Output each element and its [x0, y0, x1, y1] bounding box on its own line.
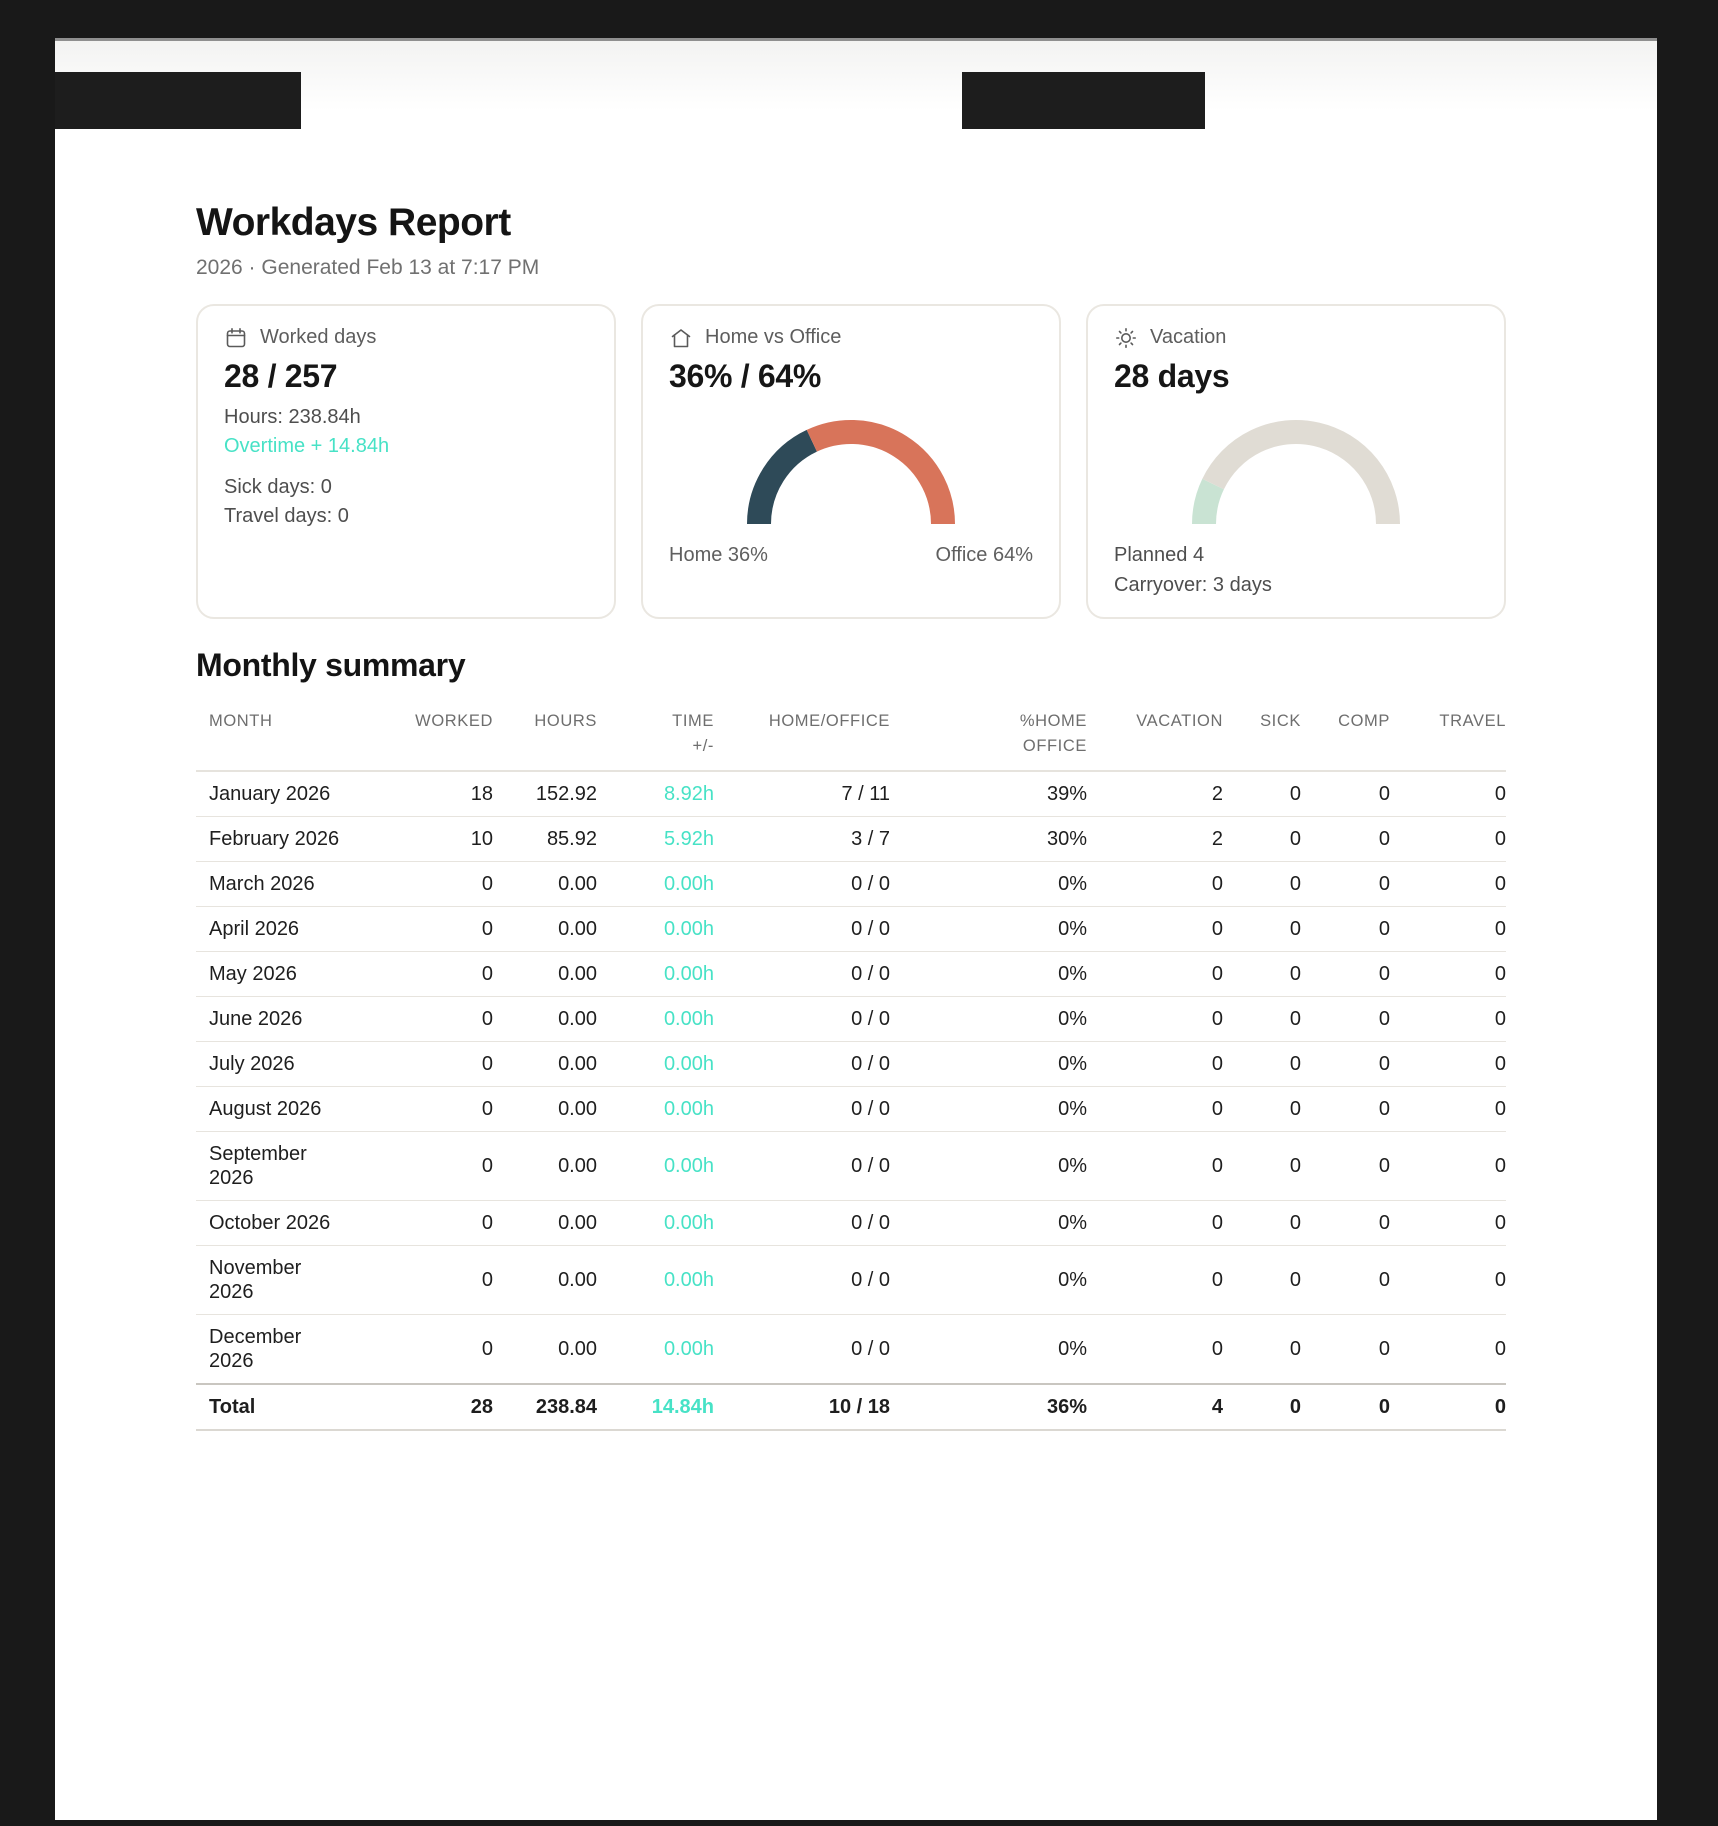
- value-cell: 0%: [890, 951, 1087, 996]
- value-cell: 0: [1223, 1314, 1301, 1384]
- redaction-bar-left: [55, 72, 301, 129]
- value-cell: 0: [1223, 1131, 1301, 1200]
- value-cell: 0%: [890, 1314, 1087, 1384]
- value-cell: 0 / 0: [714, 951, 890, 996]
- table-row: [196, 1041, 1506, 1086]
- table-row: [196, 996, 1506, 1041]
- table-row: [196, 906, 1506, 951]
- value-cell: 0: [1087, 861, 1223, 906]
- value-cell: 0%: [890, 996, 1087, 1041]
- value-cell: 0.00h: [597, 1200, 714, 1245]
- value-cell: 0: [1301, 1086, 1390, 1131]
- home-vs-office-gauge-labels: [669, 544, 1033, 567]
- value-cell: 30%: [890, 816, 1087, 861]
- value-cell: 0 / 0: [714, 1086, 890, 1131]
- report-content: [196, 201, 1506, 1431]
- column-header-home-office: %HOME OFFICE: [890, 709, 1087, 771]
- value-cell: 0: [1301, 996, 1390, 1041]
- value-cell: 0: [1390, 906, 1506, 951]
- value-cell: 0: [347, 951, 493, 996]
- value-cell: 0: [1223, 816, 1301, 861]
- value-cell: 0: [1087, 1245, 1223, 1314]
- value-cell: 0: [1301, 816, 1390, 861]
- column-header-month: MONTH: [196, 709, 347, 771]
- value-cell: 0: [1087, 906, 1223, 951]
- column-header-home-office: HOME/OFFICE: [714, 709, 890, 771]
- vacation-label: Vacation: [1150, 326, 1227, 349]
- value-cell: 0: [1390, 996, 1506, 1041]
- worked-days-sick: Sick days: 0: [224, 475, 332, 498]
- value-cell: 0: [1223, 1384, 1301, 1430]
- value-cell: 0: [347, 1245, 493, 1314]
- value-cell: 0: [1087, 1314, 1223, 1384]
- table-row: [196, 1200, 1506, 1245]
- value-cell: 0%: [890, 1041, 1087, 1086]
- gauge-segment-planned: [1204, 484, 1213, 524]
- table-header-row: [196, 709, 1506, 771]
- value-cell: 0%: [890, 1200, 1087, 1245]
- value-cell: 0.00: [493, 1245, 597, 1314]
- value-cell: 0.00h: [597, 861, 714, 906]
- monthly-summary-table: [196, 709, 1506, 1431]
- value-cell: 0 / 0: [714, 1131, 890, 1200]
- gauge-segment-home: [759, 441, 812, 524]
- gauge-segment-office: [812, 432, 943, 524]
- value-cell: 0 / 0: [714, 1200, 890, 1245]
- monthly-summary-heading: Monthly summary: [196, 646, 466, 683]
- value-cell: 0: [1390, 1131, 1506, 1200]
- value-cell: 0.00h: [597, 1245, 714, 1314]
- value-cell: 0: [1087, 1041, 1223, 1086]
- table-row: [196, 1131, 1506, 1200]
- value-cell: 0.00: [493, 996, 597, 1041]
- value-cell: 0.00: [493, 1314, 597, 1384]
- value-cell: 0: [1223, 1245, 1301, 1314]
- value-cell: 8.92h: [597, 771, 714, 817]
- vacation-planned: Planned 4: [1114, 543, 1205, 566]
- sun-icon: [1114, 326, 1138, 350]
- value-cell: 2: [1087, 771, 1223, 817]
- value-cell: 0: [347, 1200, 493, 1245]
- value-cell: 0: [1301, 1131, 1390, 1200]
- report-page: [55, 38, 1657, 1820]
- value-cell: 0.00: [493, 1131, 597, 1200]
- value-cell: 0%: [890, 1086, 1087, 1131]
- month-cell: July 2026: [196, 1041, 347, 1086]
- value-cell: 0: [347, 906, 493, 951]
- value-cell: 0: [347, 861, 493, 906]
- worked-days-card: [196, 304, 616, 619]
- calendar-icon: [224, 326, 248, 350]
- value-cell: 0.00: [493, 1086, 597, 1131]
- report-subtitle: 2026 · Generated Feb 13 at 7:17 PM: [196, 255, 540, 279]
- value-cell: 0.00h: [597, 951, 714, 996]
- value-cell: 0: [1301, 771, 1390, 817]
- value-cell: 0%: [890, 1131, 1087, 1200]
- value-cell: 3 / 7: [714, 816, 890, 861]
- home-vs-office-card: [641, 304, 1061, 619]
- value-cell: 0%: [890, 861, 1087, 906]
- redaction-bar-right: [962, 72, 1205, 129]
- gauge-home-label: Home 36%: [669, 543, 768, 566]
- value-cell: 18: [347, 771, 493, 817]
- vacation-value: 28 days: [1114, 357, 1230, 394]
- value-cell: 0 / 0: [714, 1041, 890, 1086]
- value-cell: 2: [1087, 816, 1223, 861]
- value-cell: 0: [1390, 1245, 1506, 1314]
- home-vs-office-gauge: [731, 414, 971, 536]
- gauge-office-label: Office 64%: [935, 543, 1033, 566]
- page-title: Workdays Report: [196, 201, 511, 244]
- home-vs-office-value: 36% / 64%: [669, 357, 822, 394]
- home-vs-office-label: Home vs Office: [705, 326, 842, 349]
- value-cell: 0: [1087, 1200, 1223, 1245]
- table-row: [196, 1314, 1506, 1384]
- column-header-worked: WORKED: [347, 709, 493, 771]
- table-row: [196, 951, 1506, 996]
- value-cell: 0: [1390, 816, 1506, 861]
- month-cell: February 2026: [196, 816, 347, 861]
- month-cell: May 2026: [196, 951, 347, 996]
- value-cell: 0: [1390, 1200, 1506, 1245]
- value-cell: 0 / 0: [714, 1314, 890, 1384]
- value-cell: 0: [1223, 1200, 1301, 1245]
- value-cell: 0: [1301, 861, 1390, 906]
- value-cell: 4: [1087, 1384, 1223, 1430]
- value-cell: 0: [1301, 951, 1390, 996]
- value-cell: 0: [347, 1041, 493, 1086]
- value-cell: 0 / 0: [714, 861, 890, 906]
- home-vs-office-card-header: [669, 326, 841, 350]
- value-cell: 0%: [890, 906, 1087, 951]
- month-cell: August 2026: [196, 1086, 347, 1131]
- value-cell: 10 / 18: [714, 1384, 890, 1430]
- vacation-card: [1086, 304, 1506, 619]
- value-cell: 0: [1301, 1384, 1390, 1430]
- table-row: [196, 816, 1506, 861]
- value-cell: 0: [1301, 1041, 1390, 1086]
- value-cell: 0: [1087, 1131, 1223, 1200]
- value-cell: 10: [347, 816, 493, 861]
- month-cell: Total: [196, 1384, 347, 1430]
- column-header-sick: SICK: [1223, 709, 1301, 771]
- value-cell: 0: [347, 1131, 493, 1200]
- month-cell: June 2026: [196, 996, 347, 1041]
- value-cell: 0: [1390, 1384, 1506, 1430]
- value-cell: 0.00h: [597, 1086, 714, 1131]
- value-cell: 0.00h: [597, 1041, 714, 1086]
- value-cell: 0: [1223, 1086, 1301, 1131]
- value-cell: 0: [1223, 771, 1301, 817]
- column-header-vacation: VACATION: [1087, 709, 1223, 771]
- value-cell: 36%: [890, 1384, 1087, 1430]
- month-cell: October 2026: [196, 1200, 347, 1245]
- gauge-segment-remaining: [1213, 432, 1388, 524]
- value-cell: 0.00: [493, 951, 597, 996]
- value-cell: 7 / 11: [714, 771, 890, 817]
- value-cell: 0.00h: [597, 996, 714, 1041]
- value-cell: 0: [1301, 1200, 1390, 1245]
- value-cell: 0: [1087, 996, 1223, 1041]
- value-cell: 0: [1390, 951, 1506, 996]
- value-cell: 0: [347, 996, 493, 1041]
- column-header-time: TIME +/-: [597, 709, 714, 771]
- table-row: [196, 861, 1506, 906]
- total-row: [196, 1384, 1506, 1430]
- value-cell: 39%: [890, 771, 1087, 817]
- value-cell: 0: [1390, 771, 1506, 817]
- worked-days-label: Worked days: [260, 326, 377, 349]
- value-cell: 0: [1390, 861, 1506, 906]
- column-header-travel: TRAVEL: [1390, 709, 1506, 771]
- month-cell: April 2026: [196, 906, 347, 951]
- month-cell: March 2026: [196, 861, 347, 906]
- value-cell: 0: [1390, 1086, 1506, 1131]
- value-cell: 0.00h: [597, 1131, 714, 1200]
- value-cell: 0.00: [493, 906, 597, 951]
- value-cell: 0: [1087, 1086, 1223, 1131]
- value-cell: 0.00: [493, 1200, 597, 1245]
- value-cell: 0.00: [493, 1041, 597, 1086]
- value-cell: 0: [1301, 1245, 1390, 1314]
- value-cell: 0: [1390, 1314, 1506, 1384]
- value-cell: 0: [1223, 996, 1301, 1041]
- table-row: [196, 1086, 1506, 1131]
- vacation-carryover: Carryover: 3 days: [1114, 573, 1272, 596]
- value-cell: 0: [347, 1086, 493, 1131]
- value-cell: 0: [1223, 1041, 1301, 1086]
- value-cell: 0.00h: [597, 906, 714, 951]
- column-header-comp: COMP: [1301, 709, 1390, 771]
- value-cell: 0 / 0: [714, 906, 890, 951]
- value-cell: 0: [1390, 1041, 1506, 1086]
- table-row: [196, 771, 1506, 817]
- value-cell: 28: [347, 1384, 493, 1430]
- value-cell: 0 / 0: [714, 996, 890, 1041]
- month-cell: November 2026: [196, 1245, 347, 1314]
- value-cell: 0: [1223, 906, 1301, 951]
- value-cell: 0: [1087, 951, 1223, 996]
- value-cell: 0.00h: [597, 1314, 714, 1384]
- vacation-card-header: [1114, 326, 1226, 350]
- month-cell: January 2026: [196, 771, 347, 817]
- value-cell: 0: [1223, 861, 1301, 906]
- value-cell: 152.92: [493, 771, 597, 817]
- value-cell: 0.00: [493, 861, 597, 906]
- value-cell: 0: [1301, 1314, 1390, 1384]
- value-cell: 238.84: [493, 1384, 597, 1430]
- value-cell: 0: [1301, 906, 1390, 951]
- value-cell: 0: [347, 1314, 493, 1384]
- worked-days-hours: Hours: 238.84h: [224, 405, 361, 428]
- summary-cards: [196, 304, 1506, 619]
- worked-days-travel: Travel days: 0: [224, 504, 349, 527]
- worked-days-value: 28 / 257: [224, 357, 338, 394]
- worked-days-overtime: Overtime + 14.84h: [224, 434, 390, 457]
- value-cell: 0%: [890, 1245, 1087, 1314]
- value-cell: 14.84h: [597, 1384, 714, 1430]
- vacation-gauge: [1176, 414, 1416, 536]
- value-cell: 0 / 0: [714, 1245, 890, 1314]
- table-row: [196, 1245, 1506, 1314]
- month-cell: September 2026: [196, 1131, 347, 1200]
- worked-days-card-header: [224, 326, 376, 350]
- month-cell: December 2026: [196, 1314, 347, 1384]
- value-cell: 85.92: [493, 816, 597, 861]
- home-icon: [669, 326, 693, 350]
- value-cell: 5.92h: [597, 816, 714, 861]
- value-cell: 0: [1223, 951, 1301, 996]
- column-header-hours: HOURS: [493, 709, 597, 771]
